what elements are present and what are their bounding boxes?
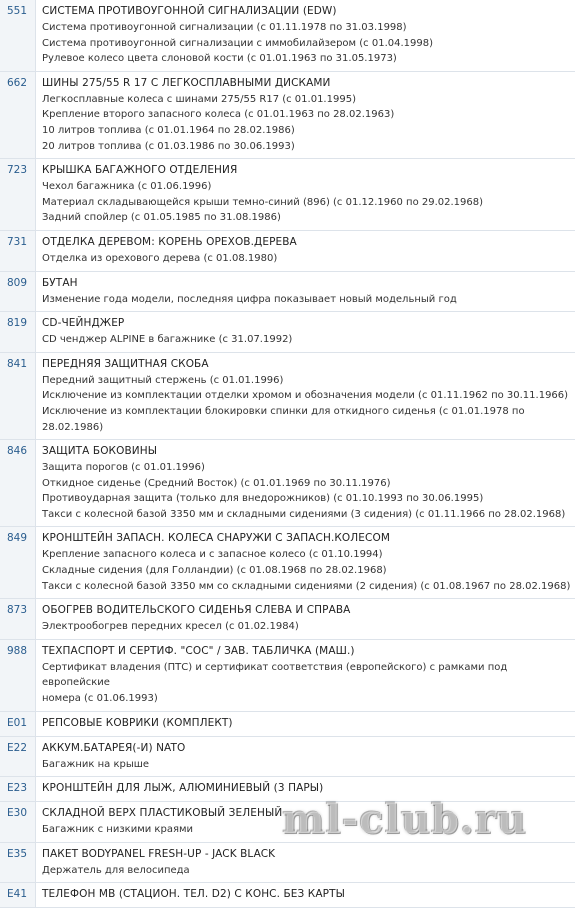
option-code[interactable]: 849	[0, 527, 36, 598]
option-row	[0, 72, 575, 159]
option-detail-line: Система противоугонной сигнализации (с 01.11.1978 по 31.03.1998)	[42, 22, 407, 33]
option-code[interactable]: 662	[0, 72, 36, 158]
option-title: ОТДЕЛКА ДЕРЕВОМ: КОРЕНЬ ОРЕХОВ.ДЕРЕВА	[42, 235, 297, 248]
option-code[interactable]: 551	[0, 0, 36, 71]
option-detail-line: Отделка из орехового дерева (с 01.08.1980)	[42, 252, 278, 264]
option-detail-line: Электрообогрев передних кресел (с 01.02.1984)	[42, 621, 299, 633]
watermark-logo: ml-club.ru	[282, 796, 527, 843]
option-title: CD-ЧЕЙНДЖЕР	[42, 317, 125, 330]
option-row	[0, 712, 575, 737]
option-detail-line: Откидное сиденье (Средний Восток) (с 01.01.1969 по 30.11.1976)	[42, 477, 391, 489]
option-row	[0, 737, 575, 778]
option-content	[36, 159, 575, 230]
option-detail-line: Сертификат владения (ПТС) и сертификат соответствия (европейского) с рамками под европейские	[42, 661, 508, 689]
option-row	[0, 0, 575, 72]
option-row	[0, 440, 575, 527]
option-detail-line: 20 литров топлива (с 01.03.1986 по 30.06.1993)	[42, 140, 295, 152]
option-content	[36, 640, 575, 711]
option-title: РЕПСОВЫЕ КОВРИКИ (КОМПЛЕКТ)	[42, 716, 233, 729]
option-content	[36, 527, 575, 598]
option-code[interactable]: 819	[0, 312, 36, 352]
option-detail-line: Багажник с низкими краями	[42, 824, 194, 836]
option-detail-line: Багажник на крыше	[42, 758, 150, 770]
option-row	[0, 640, 575, 712]
option-detail-line: Крепление запасного колеса и с запасное колесо (с 01.10.1994)	[42, 549, 383, 561]
option-content	[36, 272, 575, 312]
option-code[interactable]: E23	[0, 777, 36, 801]
option-title: ЗАЩИТА БОКОВИНЫ	[42, 445, 158, 458]
option-detail-line: Задний спойлер (с 01.05.1985 по 31.08.1986)	[42, 212, 281, 224]
option-title: СИСТЕМА ПРОТИВОУГОННОЙ СИГНАЛИЗАЦИИ (EDW)	[42, 5, 337, 17]
option-detail-line: Система противоугонной сигнализации с иммобилайзером (с 01.04.1998)	[42, 37, 434, 49]
option-title: КРЫШКА БАГАЖНОГО ОТДЕЛЕНИЯ	[42, 164, 238, 177]
option-row	[0, 159, 575, 231]
option-row	[0, 527, 575, 599]
option-row	[0, 599, 575, 640]
option-row	[0, 353, 575, 440]
option-title: КРОНШТЕЙН ЗАПАСН. КОЛЕСА СНАРУЖИ С ЗАПАСН.КОЛЕСОМ	[42, 532, 390, 545]
option-detail-line: Изменение года модели, последняя цифра показывает новый модельный год	[42, 293, 457, 305]
option-code[interactable]: E35	[0, 843, 36, 883]
option-content	[36, 312, 575, 352]
option-row	[0, 312, 575, 353]
option-row	[0, 883, 575, 908]
option-detail-line: Такси с колесной базой 3350 мм и складными сидениями (3 сидения) (с 01.11.1966 по 28.02.1968)	[42, 508, 566, 520]
option-title: ШИНЫ 275/55 R 17 С ЛЕГКОСПЛАВНЫМИ ДИСКАМИ	[42, 76, 331, 89]
option-title: КРОНШТЕЙН ДЛЯ ЛЫЖ, АЛЮМИНИЕВЫЙ (3 ПАРЫ)	[42, 782, 324, 795]
option-code[interactable]: 846	[0, 440, 36, 526]
option-content	[36, 802, 575, 842]
option-title: ТЕЛЕФОН MB (СТАЦИОН. ТЕЛ. D2) С КОНС. БЕЗ КАРТЫ	[42, 888, 345, 901]
option-detail-line: Противоударная защита (только для внедорожников) (с 01.10.1993 по 30.06.1995)	[42, 493, 484, 505]
option-code[interactable]: 809	[0, 272, 36, 312]
option-code[interactable]: 988	[0, 640, 36, 711]
option-row	[0, 777, 575, 802]
option-code[interactable]: 841	[0, 353, 36, 439]
option-content	[36, 72, 575, 158]
option-title: АККУМ.БАТАРЕЯ(-И) NATO	[42, 741, 186, 754]
option-code[interactable]: E22	[0, 737, 36, 777]
option-detail-line: Чехол багажника (с 01.06.1996)	[42, 181, 212, 193]
option-detail-line: Исключение из комплектации блокировки спинки для откидного сиденья (с 01.01.1978 по 28.02.1986)	[42, 405, 525, 433]
option-title: СКЛАДНОЙ ВЕРХ ПЛАСТИКОВЫЙ ЗЕЛЕНЫЙ	[42, 807, 283, 820]
option-detail-line: 10 литров топлива (с 01.01.1964 по 28.02.1986)	[42, 124, 295, 136]
option-detail-line: CD ченджер ALPINE в багажнике (с 31.07.1992)	[42, 334, 293, 346]
option-row	[0, 231, 575, 272]
option-detail-line: Такси с колесной базой 3350 мм со складными сидениями (2 сидения) (с 01.08.1967 по 28.02.1968)	[42, 580, 571, 592]
option-title: ТЕХПАСПОРТ И СЕРТИФ. "СОС" / ЗАВ. ТАБЛИЧКА (МАШ.)	[42, 644, 355, 657]
option-detail-line: Исключение из комплектации отделки хромом и обозначения модели (с 01.11.1962 по 30.11.1966)	[42, 390, 569, 402]
option-title: ОБОГРЕВ ВОДИТЕЛЬСКОГО СИДЕНЬЯ СЛЕВА И СПРАВА	[42, 604, 351, 617]
option-detail-line: Держатель для велосипеда	[42, 864, 190, 876]
option-content	[36, 737, 575, 777]
option-row	[0, 272, 575, 313]
option-title: ПЕРЕДНЯЯ ЗАЩИТНАЯ СКОБА	[42, 357, 209, 370]
option-row	[0, 802, 575, 843]
option-code[interactable]: E01	[0, 712, 36, 736]
option-content	[36, 0, 575, 71]
option-title: БУТАН	[42, 276, 78, 289]
option-content	[36, 231, 575, 271]
option-detail-line: Передний защитный стержень (с 01.01.1996)	[42, 374, 284, 386]
option-detail-line: Легкосплавные колеса с шинами 275/55 R17 (с 01.01.1995)	[42, 93, 356, 105]
option-code[interactable]: 873	[0, 599, 36, 639]
option-content	[36, 777, 575, 801]
option-code[interactable]: E41	[0, 883, 36, 907]
option-detail-line: Рулевое колесо цвета слоновой кости (с 01.01.1963 по 31.05.1973)	[42, 53, 397, 65]
option-title: ПАКЕТ BODYPANEL FRESH-UP - JACK BLACK	[42, 847, 276, 860]
option-content	[36, 712, 575, 736]
option-detail-line: Крепление второго запасного колеса (с 01.01.1963 по 28.02.1963)	[42, 109, 395, 121]
option-detail-line: Материал складывающейся крыши темно-синий (896) (с 01.12.1960 по 29.02.1968)	[42, 196, 484, 208]
option-code[interactable]: 731	[0, 231, 36, 271]
option-content	[36, 353, 575, 439]
option-detail-line: Складные сидения (для Голландии) (с 01.08.1968 по 28.02.1968)	[42, 565, 387, 577]
option-detail-line: номера (с 01.06.1993)	[42, 693, 158, 705]
option-content	[36, 883, 575, 907]
option-detail-line: Защита порогов (с 01.01.1996)	[42, 462, 205, 474]
option-content	[36, 599, 575, 639]
option-code[interactable]: E30	[0, 802, 36, 842]
option-code[interactable]: 723	[0, 159, 36, 230]
option-content	[36, 440, 575, 526]
